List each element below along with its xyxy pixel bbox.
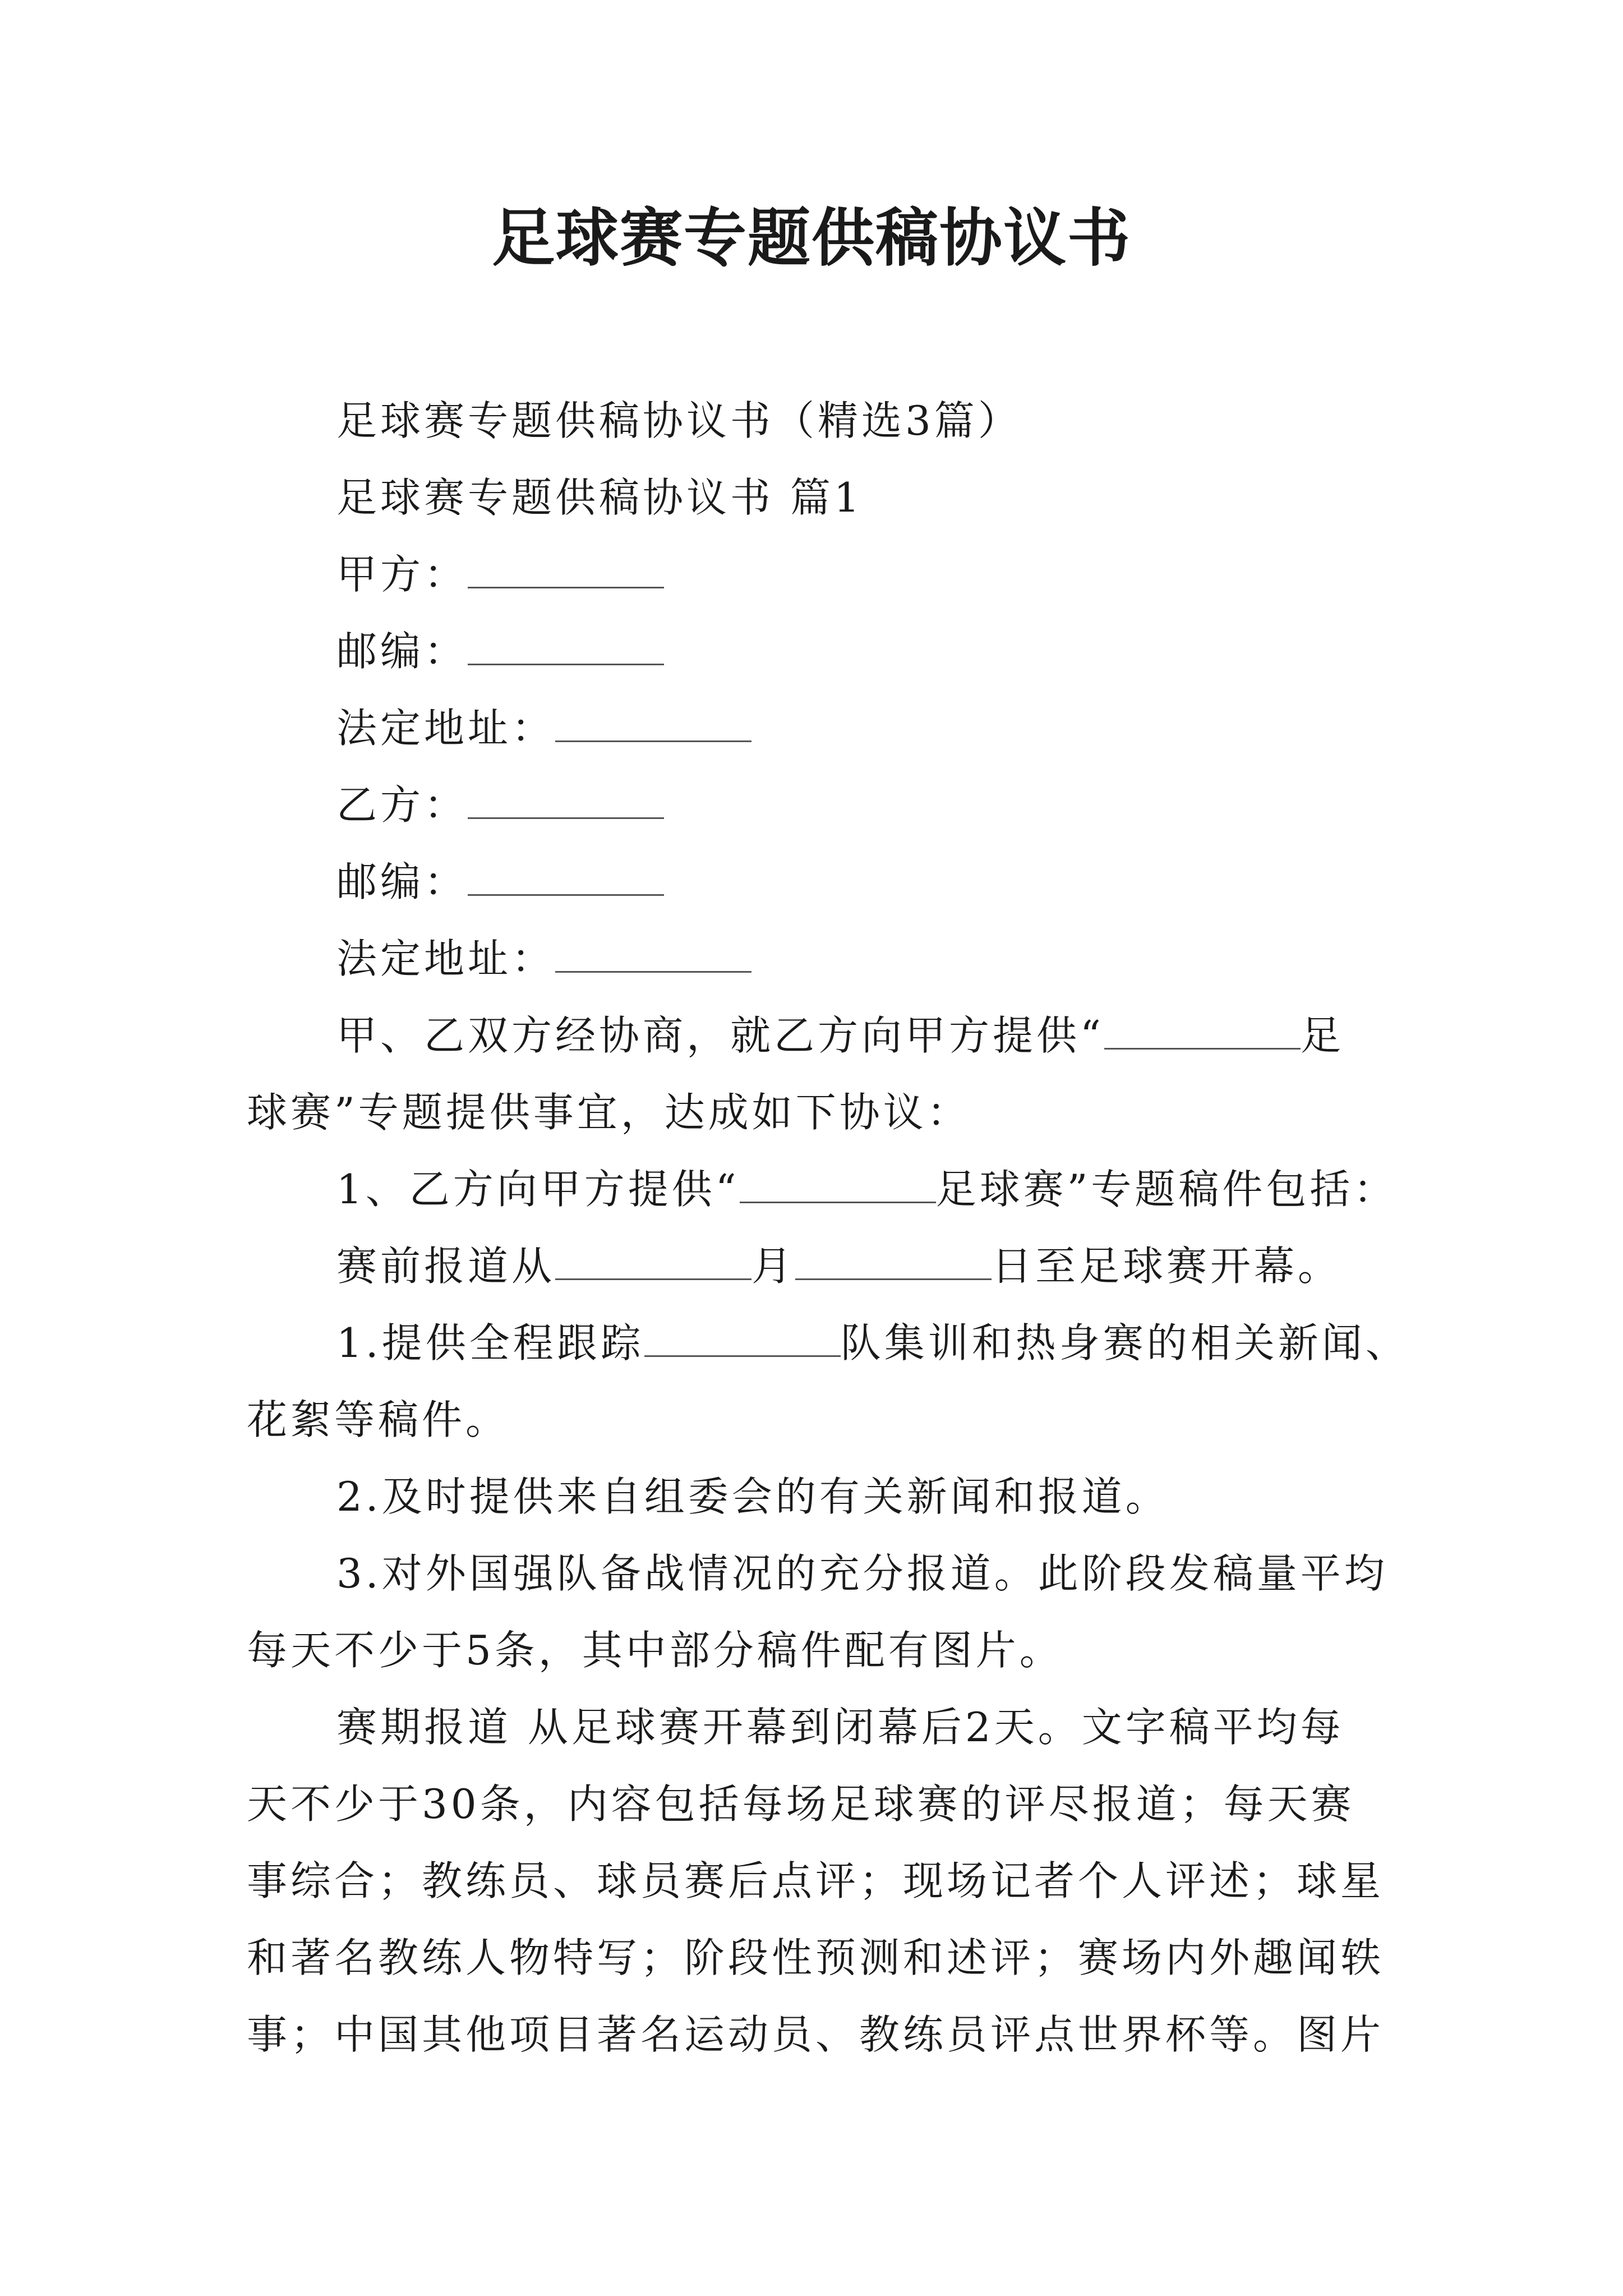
match-period-line-2: 天不少于30条，内容包括每场足球赛的评尽报道；每天赛 [247,1780,1355,1828]
item-2-line: 2.及时提供来自组委会的有关新闻和报道。 [336,1473,1169,1520]
match-period-line-3: 事综合；教练员、球员赛后点评；现场记者个人评述；球星 [247,1857,1385,1904]
item-3-line-1: 3.对外国强队备战情况的充分报道。此阶段发稿量平均 [336,1550,1388,1597]
party-a-postcode-line: 邮编： [247,613,1408,690]
party-a-blank [468,553,664,588]
party-b-line: 乙方： [247,767,1408,844]
party-a-postcode-blank [468,630,664,665]
pre-match-line: 赛前报道从 月 日至足球赛开幕。 [336,1243,1342,1290]
party-b-postcode-blank [468,861,664,896]
team-blank [644,1322,841,1357]
clause-1-line: 1、乙方向甲方提供“ 足球赛”专题稿件包括： [336,1166,1398,1213]
agreement-intro-line-1: 甲、乙双方经协商，就乙方向甲方提供“ 足 [336,1012,1344,1059]
match-period-line-5: 事；中国其他项目著名运动员、教练员评点世界杯等。图片 [247,2011,1385,2058]
subtitle-line: 足球赛专题供稿协议书（精选3篇） [336,397,1022,444]
party-b-postcode-line: 邮编： [247,844,1408,921]
section-heading: 足球赛专题供稿协议书 篇1 [336,474,863,521]
document-body [247,383,1408,2073]
item-1-line-2: 花絮等稿件。 [247,1396,510,1443]
party-a-address-line: 法定地址： [247,690,1408,767]
topic-blank [1104,1014,1301,1050]
party-b-address-blank [555,937,751,973]
item-3-line-2: 每天不少于5条，其中部分稿件配有图片。 [247,1627,1063,1674]
document-title: 足球赛专题供稿协议书 [492,201,1131,275]
item-1-line-1: 1.提供全程跟踪 队集训和热身赛的相关新闻、 [336,1319,1409,1366]
clause-1-blank [740,1168,936,1203]
agreement-intro-line-2: 球赛”专题提供事宜，达成如下协议： [247,1089,971,1136]
party-b-blank [468,784,664,819]
party-a-line: 甲方： [247,536,1408,613]
party-a-address-blank [555,707,751,742]
month-blank [555,1245,751,1280]
day-blank [795,1245,992,1280]
party-b-address-line: 法定地址： [247,921,1408,997]
match-period-line-1: 赛期报道 从足球赛开幕到闭幕后2天。文字稿平均每 [336,1704,1344,1751]
match-period-line-4: 和著名教练人物特写；阶段性预测和述评；赛场内外趣闻轶 [247,1934,1385,1981]
